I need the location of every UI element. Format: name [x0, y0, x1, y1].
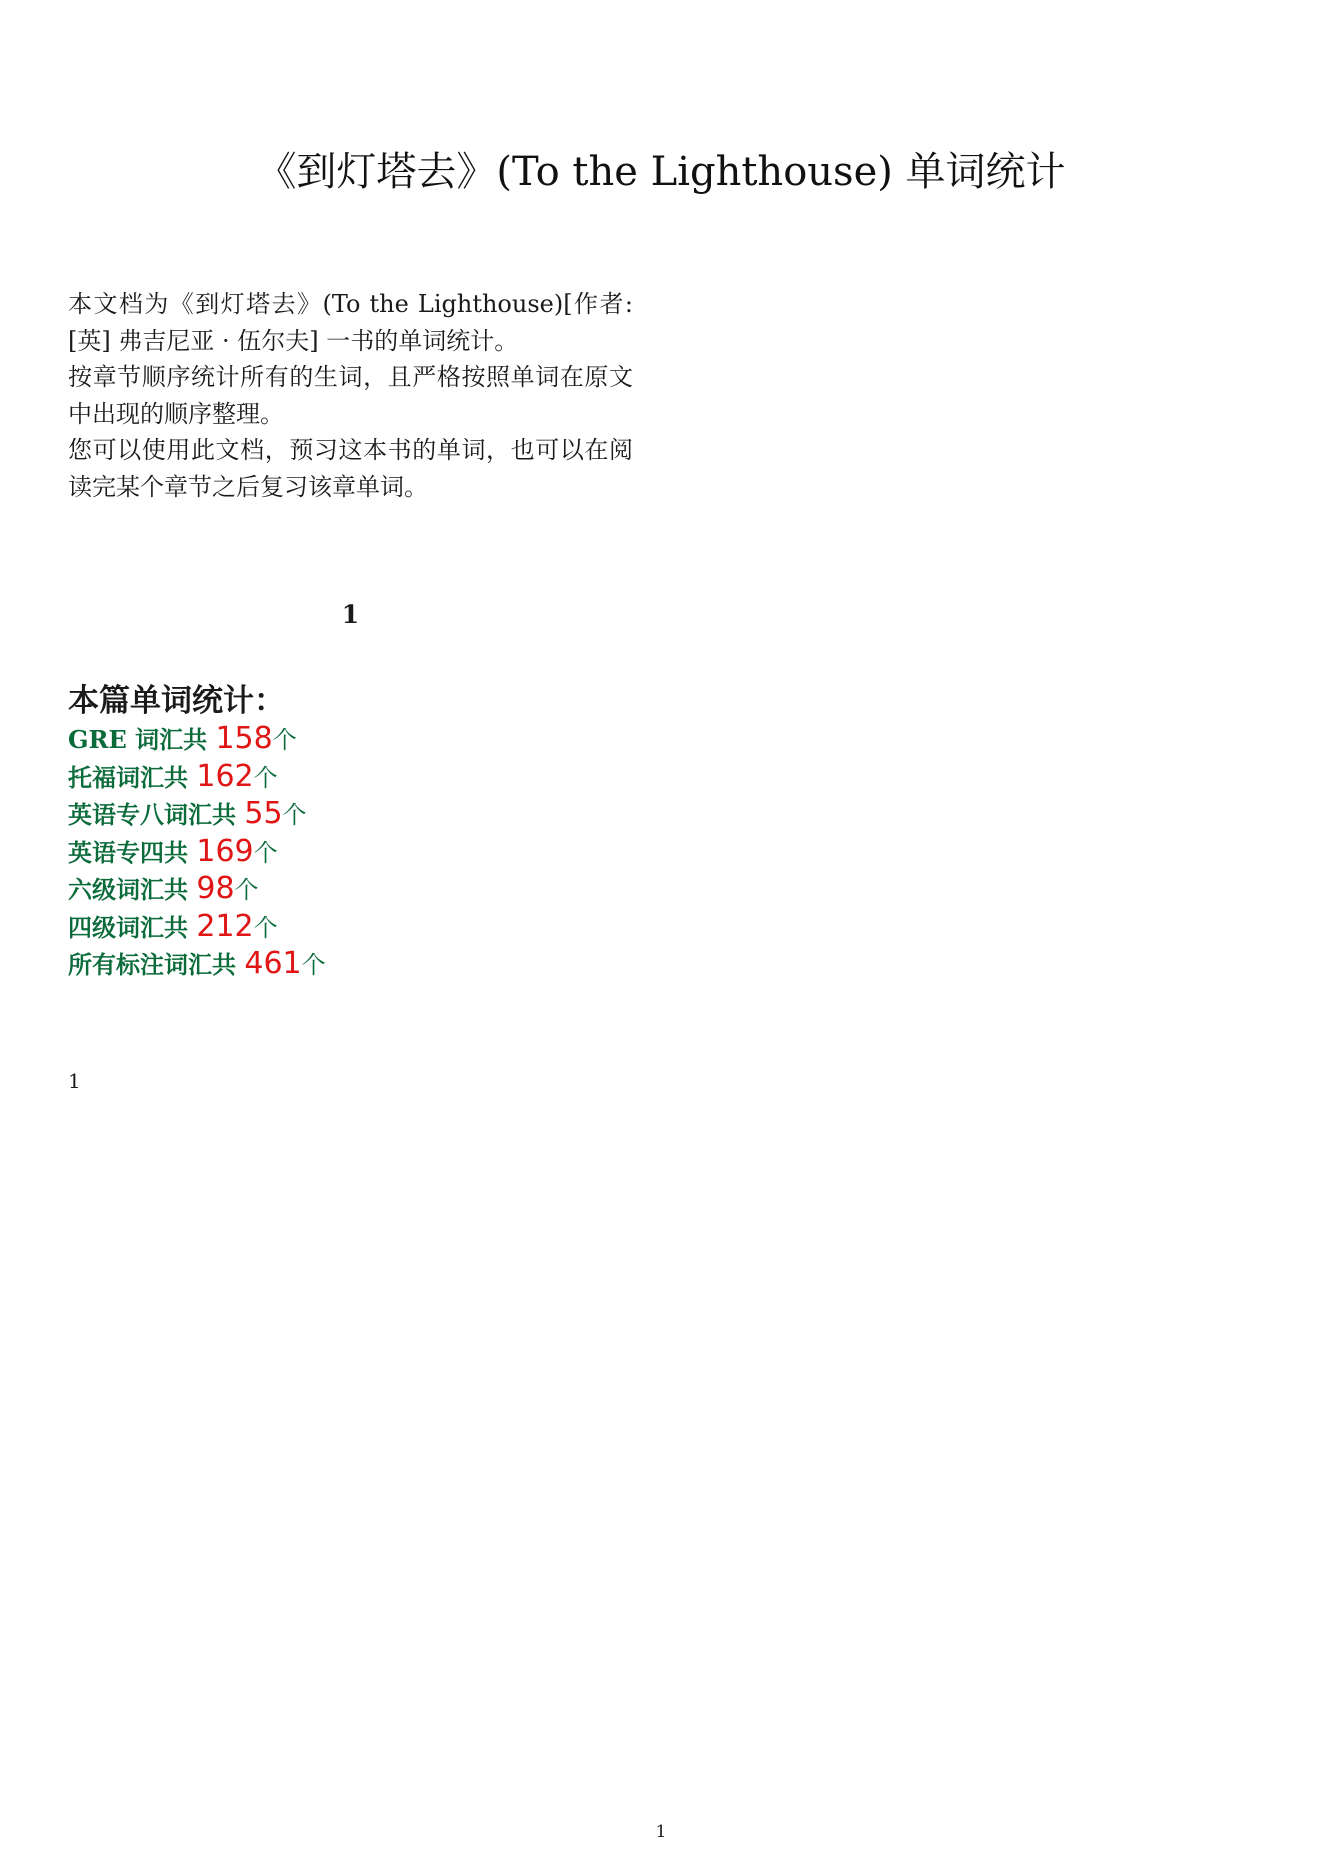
stat-unit: 个: [253, 913, 278, 942]
stat-unit: 个: [234, 876, 259, 904]
stat-label: 英语专八词汇共: [68, 800, 245, 829]
stat-label: 英语专四共: [68, 837, 197, 867]
stat-row: [68, 759, 633, 797]
stat-unit: 个: [253, 763, 278, 792]
stat-row: [68, 946, 633, 984]
stat-count: 169: [196, 833, 254, 869]
stat-unit: 个: [272, 726, 297, 754]
stat-count: 55: [244, 796, 283, 831]
stat-count: 212: [196, 908, 254, 944]
stat-label: GRE 词汇共: [68, 725, 216, 754]
left-column: [68, 286, 633, 1094]
stats-list: [68, 721, 633, 984]
stat-label: 托福词汇共: [68, 762, 197, 792]
stat-count: 461: [244, 946, 302, 981]
stat-count: 158: [215, 721, 273, 756]
stats-heading: 本篇单词统计：: [68, 683, 285, 719]
stat-row: [68, 796, 633, 834]
document-title: 《到灯塔去》(To the Lighthouse) 单词统计: [256, 149, 1066, 195]
stat-label: 四级词汇共: [68, 912, 197, 942]
stat-row: [68, 721, 633, 759]
stat-count: 98: [196, 871, 235, 906]
paragraph-number: 1: [68, 1068, 81, 1093]
stat-unit: 个: [282, 801, 307, 829]
intro-line: 本文档为《到灯塔去》(To the Lighthouse)[作者: [英] 弗吉尼亚 · 伍尔夫] 一书的单词统计。: [68, 290, 633, 355]
intro-line: 按章节顺序统计所有的生词，且严格按照单词在原文中出现的顺序整理。: [68, 363, 633, 428]
page-number: 1: [655, 1822, 667, 1842]
stat-label: 六级词汇共: [68, 875, 197, 904]
intro-line: 您可以使用此文档，预习这本书的单词，也可以在阅读完某个章节之后复习该章单词。: [68, 436, 633, 501]
stat-row: [68, 909, 633, 947]
intro-text: [68, 286, 633, 505]
chapter-number: 1: [341, 600, 360, 629]
stat-count: 162: [196, 758, 254, 794]
stat-row: [68, 834, 633, 872]
stat-unit: 个: [301, 951, 326, 979]
right-column: [697, 286, 1262, 320]
stat-unit: 个: [253, 838, 278, 867]
stat-label: 所有标注词汇共: [68, 950, 245, 979]
stat-row: [68, 871, 633, 909]
